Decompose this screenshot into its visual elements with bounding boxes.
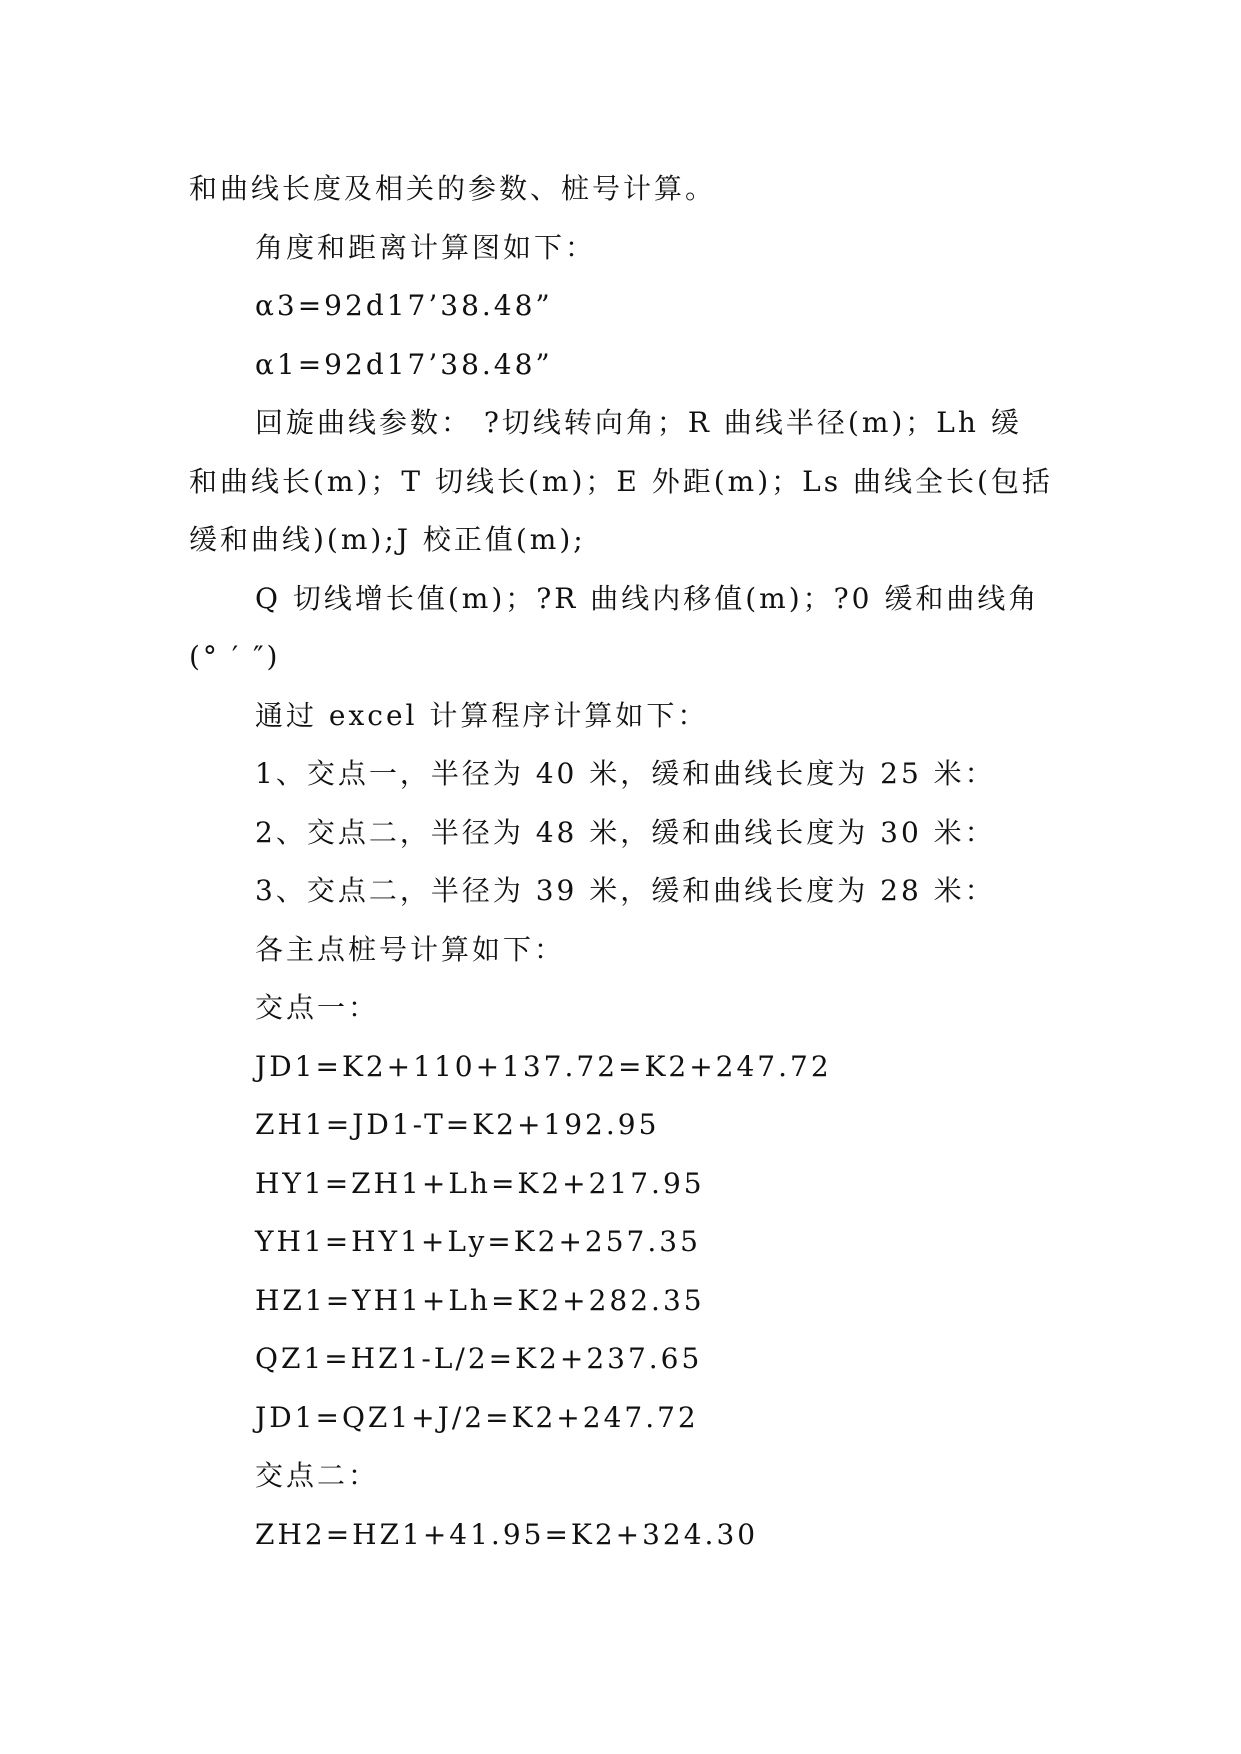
text-line: 通过 excel 计算程序计算如下： [255, 698, 709, 732]
formula-line: ZH2=HZ1+41.95=K2+324.30 [255, 1517, 759, 1551]
list-item: 2、交点二，半径为 48 米，缓和曲线长度为 30 米： [255, 815, 996, 849]
text-line: 和曲线长度及相关的参数、桩号计算。 [189, 172, 717, 205]
text-line: 回旋曲线参数： ?切线转向角；R 曲线半径(m)；Lh 缓 [255, 406, 1022, 439]
text-line: (° ′ ″) [189, 640, 281, 673]
text-line: Q 切线增长值(m)；?R 曲线内移值(m)；?0 缓和曲线角 [255, 581, 1040, 615]
document-body [189, 160, 1053, 1564]
formula-line: ZH1=JD1-T=K2+192.95 [255, 1108, 660, 1141]
formula-line: JD1=QZ1+J/2=K2+247.72 [255, 1400, 699, 1434]
formula-line: YH1=HY1+Ly=K2+257.35 [255, 1225, 701, 1258]
list-item: 3、交点二，半径为 39 米，缓和曲线长度为 28 米： [255, 874, 996, 907]
formula-line: HY1=ZH1+Lh=K2+217.95 [255, 1166, 705, 1200]
angle-alpha3: α3=92d17’38.48” [255, 289, 553, 322]
text-line: 缓和曲线)(m);J 校正值(m); [189, 523, 586, 556]
section-heading: 交点一： [255, 991, 380, 1024]
formula-line: JD1=K2+110+137.72=K2+247.72 [255, 1049, 832, 1083]
text-line: 各主点桩号计算如下： [255, 932, 566, 966]
text-line: 角度和距离计算图如下： [255, 230, 597, 264]
formula-line: HZ1=YH1+Lh=K2+282.35 [255, 1283, 705, 1317]
angle-alpha1: α1=92d17’38.48” [255, 347, 553, 381]
formula-line: QZ1=HZ1-L/2=K2+237.65 [255, 1342, 703, 1375]
section-heading: 交点二： [255, 1459, 380, 1492]
list-item: 1、交点一，半径为 40 米，缓和曲线长度为 25 米： [255, 757, 996, 790]
text-line: 和曲线长(m)；T 切线长(m)；E 外距(m)；Ls 曲线全长(包括 [189, 464, 1053, 498]
